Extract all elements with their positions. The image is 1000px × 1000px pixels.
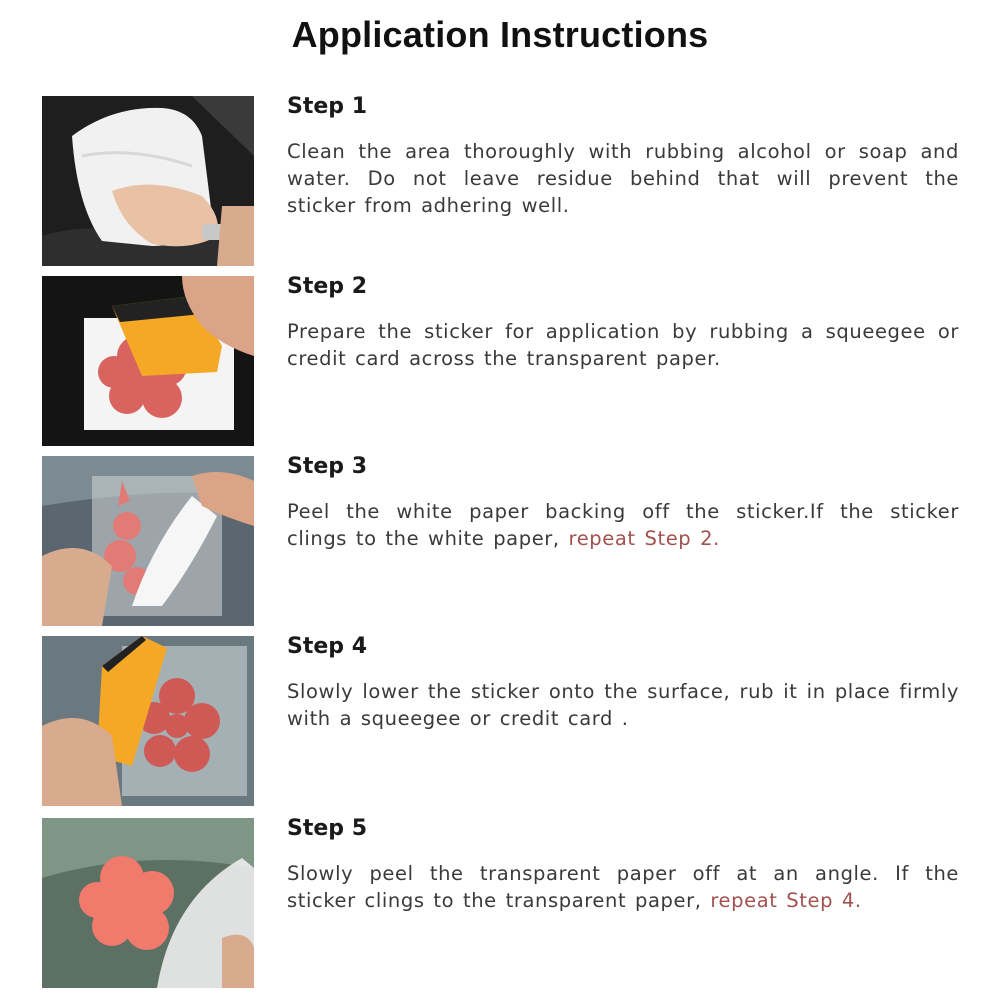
- applying-sticker-illustration: [42, 636, 254, 806]
- peeling-backing-illustration: [42, 456, 254, 626]
- squeegee-rubbing-illustration: [42, 276, 254, 446]
- step-4-heading: Step 4: [287, 634, 367, 659]
- step-1-heading: Step 1: [287, 94, 367, 119]
- step-2-heading: Step 2: [287, 274, 367, 299]
- step-1-body: Clean the area thoroughly with rubbing alcohol or soap and water. Do not leave residue behind that will prevent the sticker from adhering well.: [287, 140, 959, 217]
- step-1: [0, 96, 1000, 268]
- step-3: [0, 456, 1000, 628]
- step-3-photo: [42, 456, 254, 626]
- page-title: Application Instructions: [291, 14, 709, 55]
- step-1-text: [287, 138, 959, 219]
- step-1-photo: [42, 96, 254, 266]
- step-4: [0, 636, 1000, 808]
- step-2-body: Prepare the sticker for application by rubbing a squeegee or credit card across the transparent paper.: [287, 320, 959, 370]
- step-5-body: Slowly peel the transparent paper off at an angle. If the sticker clings to the transparent paper,: [287, 862, 959, 912]
- step-3-body: Peel the white paper backing off the sticker.If the sticker clings to the white paper,: [287, 500, 959, 550]
- step-5-highlight: repeat Step 4.: [710, 889, 862, 912]
- step-5-heading: Step 5: [287, 816, 367, 841]
- step-3-text: [287, 498, 959, 552]
- step-5: [0, 818, 1000, 990]
- step-5-text: [287, 860, 959, 914]
- step-4-photo: [42, 636, 254, 806]
- cleaning-cloth-illustration: [42, 96, 254, 266]
- step-3-highlight: repeat Step 2.: [568, 527, 720, 550]
- step-4-text: [287, 678, 959, 732]
- step-3-heading: Step 3: [287, 454, 367, 479]
- step-4-body: Slowly lower the sticker onto the surface, rub it in place firmly with a squeegee or credit card .: [287, 680, 959, 730]
- step-5-photo: [42, 818, 254, 988]
- step-2-photo: [42, 276, 254, 446]
- step-2-text: [287, 318, 959, 372]
- step-2: [0, 276, 1000, 448]
- peeling-transfer-illustration: [42, 818, 254, 988]
